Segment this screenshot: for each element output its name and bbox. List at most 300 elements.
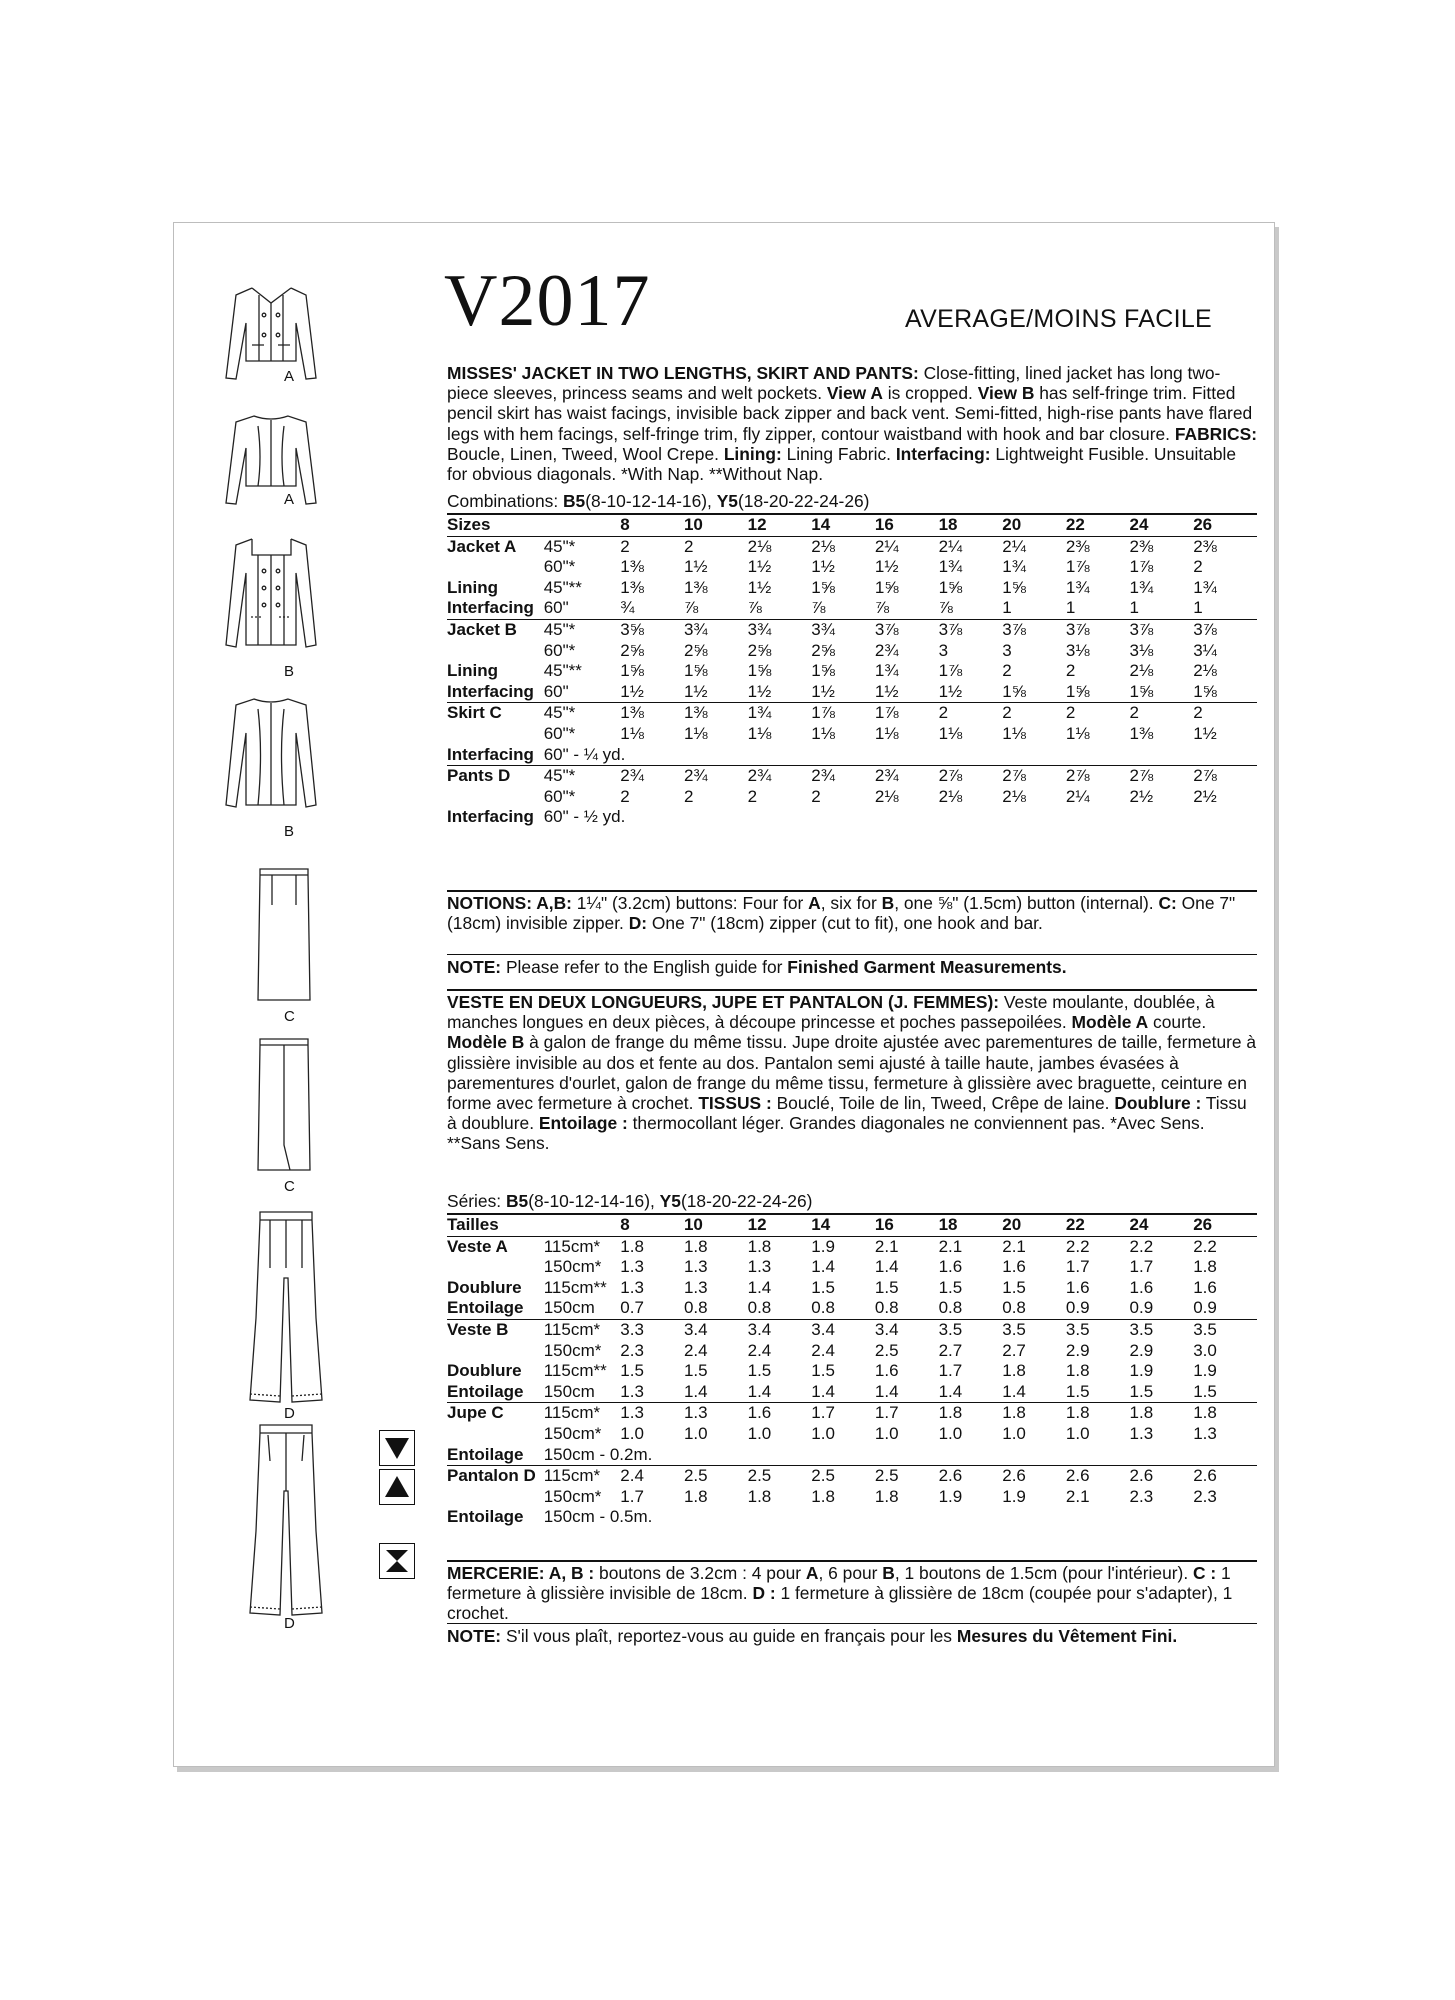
bold-text-run: Interfacing: [895,443,991,464]
table-cell: 2½ [1193,786,1217,806]
table-cell: 1.6 [748,1403,812,1424]
table-cell: 1.0 [747,1423,772,1443]
table-cell: 2 [811,786,821,806]
table-cell: 2 [747,786,758,806]
table-cell: 2½ [1129,786,1154,806]
table-cell: 1⅞ [1129,557,1154,577]
table-cell: 1.8 [1002,1403,1066,1424]
table-cell: ⅞ [938,598,953,618]
table-cell: 1.8 [747,1236,772,1256]
table-cell: 1½ [874,681,899,701]
table-cell: 1.8 [811,1486,835,1506]
table-cell: 2⅝ [811,640,835,660]
table-cell: 1¾ [1129,577,1154,597]
table-cell: 0.9 [1065,1298,1090,1318]
table-cell: 0.8 [938,1298,963,1318]
bold-text-run: NOTE: [447,957,502,977]
table-cell: 2¼ [938,536,963,556]
bold-text-run: Y5 [659,1191,681,1211]
table-cell: 1.9 [1193,1361,1217,1381]
view-label: B [284,823,295,840]
bold-text-run: NOTE: [447,1626,502,1646]
table-row [447,598,1257,619]
table-cell: 1.9 [1002,1486,1026,1506]
table-cell: 1⅝ [683,661,708,681]
table-cell: 2 [1002,703,1066,724]
table-cell: 1.7 [1129,1257,1154,1277]
table-cell: 0.8 [1002,1298,1026,1318]
bold-text-run: B [882,1563,895,1583]
row-label: Interfacing [447,598,534,618]
table-cell: 115cm** [543,1361,607,1381]
jacket-a-back-drawing [214,408,329,510]
table-cell: 45"* [544,703,621,724]
table-cell: 3.5 [939,1319,1003,1340]
table-cell: 2.5 [748,1466,812,1487]
table-cell: 1⅞ [875,703,939,724]
text-run: Lining Fabric. [781,443,896,464]
table-cell: 2 [1193,703,1257,724]
table-cell: 150cm - 0.2m. [543,1444,653,1464]
table-cell: 1½ [683,557,708,577]
table-cell: 2.4 [811,1340,835,1360]
table-cell: 1.8 [1066,1403,1130,1424]
table-cell: 2¼ [1002,536,1026,556]
table-row [447,641,1257,662]
table-cell: 3⅞ [1066,619,1130,640]
row-label: Entoilage [447,1507,524,1527]
table-cell: 2.9 [1065,1340,1090,1360]
table-cell: 2.2 [1193,1236,1217,1256]
text-run: is cropped. [882,383,978,404]
table-cell: 1½ [683,681,708,701]
table-cell: 45"** [543,577,582,597]
table-cell: 2⅞ [939,766,1003,787]
table-cell: 1.6 [1193,1277,1217,1297]
row-label: Pantalon D [447,1466,544,1487]
table-cell: 1.8 [939,1403,1003,1424]
table-cell: 1⅛ [747,723,772,743]
table-row [447,1424,1257,1445]
table-cell: 150cm* [543,1340,602,1360]
table-cell: 2¾ [748,766,812,787]
column-header: 26 [1193,1214,1257,1236]
table-cell: 1.5 [1193,1381,1217,1401]
table-cell: 2.1 [1002,1236,1026,1256]
table-cell: 1.8 [1193,1403,1257,1424]
table-cell: 1⅝ [874,577,899,597]
table-cell: 1.8 [1065,1361,1090,1381]
table-cell: 1.4 [874,1257,899,1277]
hourglass-icon [379,1543,415,1579]
skirt-c-front-drawing [254,865,314,1005]
table-cell: 150cm - 0.5m. [543,1507,653,1527]
table-cell: 3.5 [1002,1319,1066,1340]
row-label: Jacket A [447,536,517,556]
table-cell: 2 [1130,703,1194,724]
column-header: 8 [620,514,684,536]
table-row [447,619,1257,640]
table-cell: 1⅝ [811,661,835,681]
row-label [447,641,544,662]
table-cell: 1.0 [811,1423,835,1443]
column-header: 22 [1066,514,1130,536]
table-cell: 1.0 [620,1423,644,1443]
table-row [447,1341,1257,1362]
table-cell: 2.1 [938,1236,963,1256]
table-cell: 2 [1066,703,1130,724]
table-cell: 1½ [747,681,772,701]
table-cell: 1.0 [1065,1423,1090,1443]
table-cell: 2⅛ [747,536,772,556]
table-cell: 2.5 [811,1466,875,1487]
table-cell: 60"* [543,557,576,577]
table-row [447,703,1257,724]
text-run: Tissu à doublure. [447,1093,1247,1134]
text-run: 1¼" (3.2cm) buttons: Four for [571,893,809,913]
bold-text-run: View A [826,383,883,404]
table-cell: 2.5 [874,1340,899,1360]
text-run: , one ⅝" (1.5cm) button (internal). [894,893,1159,913]
table-cell: 1½ [874,557,899,577]
table-header-row [447,514,1257,536]
table-cell: 45"** [543,661,582,681]
table-cell: 150cm* [543,1423,602,1443]
table-row [447,661,1257,682]
table-cell: 1.6 [1129,1277,1154,1297]
column-header: 8 [620,1214,684,1236]
table-cell: 1.8 [620,1236,644,1256]
table-cell: 45"* [544,766,621,787]
table-cell: 1⅝ [1002,681,1026,701]
table-cell: 2⅞ [1130,766,1194,787]
table-cell: 2¾ [875,766,939,787]
column-header: 24 [1130,1214,1194,1236]
table-cell: 1⅞ [938,661,963,681]
table-cell: 1.0 [938,1423,963,1443]
row-label: Interfacing [447,681,534,701]
text-run: (8-10-12-14-16), [585,491,717,511]
pattern-number: V2017 [444,260,651,342]
french-description [447,992,1257,1154]
table-cell: 1⅝ [1129,681,1154,701]
table-cell: 2 [1193,557,1203,577]
bold-text-run: B [881,893,895,913]
table-cell: 2.4 [747,1340,772,1360]
bold-text-run: View B [977,383,1035,404]
column-header [544,514,621,536]
table-row [447,578,1257,599]
table-cell: 1¾ [938,557,963,577]
table-cell: 1⅛ [938,723,963,743]
text-run: Boucle, Linen, Tweed, Wool Crepe. [447,443,724,464]
table-cell: 45"* [543,536,576,556]
bold-text-run: Mesures du Vêtement Fini. [956,1626,1178,1646]
table-cell: 2¾ [811,766,875,787]
table-cell: 1⅝ [747,661,772,681]
table-cell: 1.4 [874,1381,899,1401]
table-cell: 2 [683,536,694,556]
text-run: Veste moulante, doublée, à manches longues en deux pièces, à découpe princesse et poches passepoilées. [447,992,1215,1033]
table-cell: 1.4 [1002,1381,1026,1401]
text-run: Close-fitting, lined jacket has long two-piece sleeves, princess seams and welt pockets. [447,363,1221,404]
table-cell: 1⅝ [938,577,963,597]
text-run: Séries: [447,1191,506,1211]
table-cell: 1.5 [683,1361,708,1381]
table-cell: 1⅝ [1002,577,1026,597]
table-cell: 2 [620,536,630,556]
row-label [447,1341,544,1362]
divider [447,890,1257,892]
bold-text-run: FABRICS: [1174,423,1257,444]
table-cell: 1¾ [874,661,899,681]
divider [447,954,1257,955]
table-cell: 1.5 [1002,1277,1026,1297]
table-cell: 1.5 [1129,1381,1154,1401]
table-cell: 1½ [747,577,772,597]
table-cell: 2.6 [1130,1466,1194,1487]
table-cell: 3.3 [620,1319,684,1340]
table-cell: 1.8 [747,1486,772,1506]
table-cell: 1.3 [683,1277,708,1297]
table-row [447,1487,1257,1508]
table-cell: ⅞ [683,598,699,618]
table-cell: 1.5 [747,1361,772,1381]
text-run: 1 fermeture à glissière de 18cm (coupée pour s'adapter), 1 crochet. [447,1583,1233,1624]
english-notions [447,893,1257,933]
table-cell: 2⅜ [1193,536,1217,556]
text-run: à galon de frange du même tissu. Jupe droite ajustée avec parementures de taille, fermeture à glissière invisible au dos et fente au dos. Pantalon semi ajusté à taille haute, jambes évasées à parementures d'ourlet, galon de frange du même tissu, fermeture à glissière avec braguette, ceinture en forme avec fermeture à crochet. [447,1032,1257,1114]
table-cell: 1.4 [747,1381,772,1401]
table-cell: 1.3 [684,1403,748,1424]
table-cell: 3¼ [1193,640,1217,660]
bold-text-run: MISSES' JACKET IN TWO LENGTHS, SKIRT AND PANTS: [447,363,919,383]
english-description [447,363,1257,484]
column-header: 12 [748,514,812,536]
bold-text-run: TISSUS : [698,1093,772,1114]
bold-text-run: Modèle A [1071,1012,1149,1033]
table-cell: 3¾ [684,619,748,640]
table-cell: 1¾ [1002,557,1026,577]
bold-text-run: Doublure : [1114,1093,1202,1114]
table-cell: 60" [543,681,569,701]
row-label: Doublure [447,1277,522,1297]
table-cell: 2 [683,786,694,806]
table-cell: 2¾ [620,766,684,787]
row-label: Lining [447,661,498,681]
table-cell: 1.6 [1002,1257,1026,1277]
column-header: 14 [811,1214,875,1236]
table-cell: 0.9 [1193,1298,1217,1318]
table-cell: 2.5 [684,1466,748,1487]
table-cell: 3.5 [1130,1319,1194,1340]
text-run: S'il vous plaît, reportez-vous au guide en français pour les [501,1626,957,1646]
table-cell: 3⅛ [1065,640,1090,660]
table-cell: 3⅞ [875,619,939,640]
table-cell: 2.6 [1066,1466,1130,1487]
table-row [447,766,1257,787]
table-cell: 2¼ [874,536,899,556]
bold-text-run: D: [628,913,648,934]
table-cell: 0.8 [874,1298,899,1318]
table-cell: 1½ [620,681,644,701]
english-note [447,957,1257,977]
table-cell: 1.3 [620,1381,644,1401]
table-cell: 150cm* [543,1486,602,1506]
table-cell: 1¾ [1193,577,1217,597]
row-label: Entoilage [447,1444,524,1464]
table-row [447,1319,1257,1340]
table-cell: 115cm* [544,1466,621,1487]
text-run: 1 fermeture à glissière invisible de 18cm. [447,1563,1231,1604]
table-cell: 2 [1065,661,1076,681]
table-cell: 2⅛ [1129,661,1154,681]
table-cell: 1⅜ [620,577,644,597]
bold-text-run: Finished Garment Measurements. [787,957,1067,977]
bold-text-run: B5 [505,1191,529,1211]
table-cell: 150cm [543,1298,595,1318]
column-header: 12 [748,1214,812,1236]
table-cell: 1.4 [811,1257,835,1277]
table-cell: 3 [938,640,949,660]
table-cell: 2⅜ [1129,536,1154,556]
view-label: C [284,1008,295,1025]
table-cell: 45"* [544,619,621,640]
bold-text-run: Modèle B [447,1032,525,1053]
table-row [447,1298,1257,1319]
table-cell: 3 [1002,640,1012,660]
table-row [447,807,1257,828]
table-cell: 2.6 [1002,1466,1066,1487]
table-cell: 3⅞ [1193,619,1257,640]
bold-text-run: VESTE EN DEUX LONGUEURS, JUPE ET PANTALON (J. FEMMES): [447,992,1000,1012]
table-cell: 2.4 [683,1340,708,1360]
table-cell: 3.4 [811,1319,875,1340]
column-header: 24 [1130,514,1194,536]
table-cell: 2.3 [1129,1486,1154,1506]
table-cell: 3¾ [811,619,875,640]
table-row [447,1403,1257,1424]
table-cell: 1.8 [874,1486,899,1506]
table-cell: 1.6 [874,1361,899,1381]
table-cell: 1½ [938,681,963,701]
column-header: 18 [939,1214,1003,1236]
text-run: One 7" (18cm) zipper (cut to fit), one hook and bar. [647,913,1043,934]
table-cell: 2.7 [938,1340,963,1360]
table-row [447,536,1257,557]
table-cell: 60"* [543,786,576,806]
table-cell: ¾ [620,598,635,618]
table-cell: 2.6 [1193,1466,1257,1487]
table-cell: 1½ [811,681,835,701]
table-cell: 1.7 [811,1403,875,1424]
table-cell: 1.6 [938,1257,963,1277]
view-label: B [284,663,295,680]
table-cell: 1.3 [1193,1423,1217,1443]
bold-text-run: A [808,893,821,913]
bold-text-run: MERCERIE: A, B : [447,1563,595,1583]
table-cell: 1⅛ [1002,723,1026,743]
table-row [447,1257,1257,1278]
jacket-b-back-drawing [214,693,329,818]
table-cell: 2.7 [1002,1340,1026,1360]
table-cell: 2.1 [1065,1486,1090,1506]
table-row [447,724,1257,745]
table-cell: 1.5 [811,1361,835,1381]
table-cell: 2⅞ [1066,766,1130,787]
table-cell: ⅞ [811,598,826,618]
table-cell: 2⅞ [1002,766,1066,787]
row-label: Entoilage [447,1381,524,1401]
french-notions [447,1563,1257,1624]
table-cell: 0.8 [811,1298,835,1318]
pants-d-front-drawing [246,1208,326,1408]
column-header: 22 [1066,1214,1130,1236]
table-cell: 2⅛ [874,786,899,806]
table-cell: 3¾ [748,619,812,640]
view-label: A [284,491,295,508]
table-cell: 1 [1002,598,1012,618]
row-label: Lining [447,577,498,597]
table-row [447,1382,1257,1403]
table-cell: 1⅜ [620,557,644,577]
text-run: Lightweight Fusible. Unsuitable for obvious diagonals. *With Nap. **Without Nap. [447,443,1237,485]
table-cell: 1.7 [620,1486,644,1506]
column-header: 14 [811,514,875,536]
table-cell: 2¾ [874,640,899,660]
row-label: Interfacing [447,807,534,827]
bold-text-run: Lining: [723,443,782,464]
row-label [447,1487,544,1508]
text-run: boutons de 3.2cm : 4 pour [594,1563,806,1583]
row-label: Jupe C [447,1403,544,1424]
text-run: One 7" (18cm) invisible zipper. [447,893,1236,934]
column-header: 16 [875,514,939,536]
text-run: Please refer to the English guide for [501,957,788,977]
column-header: 16 [875,1214,939,1236]
text-run: courte. [1148,1012,1207,1033]
table-cell: 2¼ [1065,786,1090,806]
text-run: , six for [820,893,882,913]
table-row [447,1507,1257,1528]
column-header: Tailles [447,1214,544,1236]
row-label [447,1257,544,1278]
table-header-row [447,1214,1257,1236]
table-cell: 1.5 [874,1277,899,1297]
table-cell: 3.4 [684,1319,748,1340]
table-cell: 3.4 [875,1319,939,1340]
row-label [447,724,544,745]
table-cell: 1.9 [811,1236,835,1256]
table-cell: 150cm [543,1381,595,1401]
table-cell: 1.0 [874,1423,899,1443]
table-cell: 1.5 [811,1277,835,1297]
table-cell: 3.5 [1193,1319,1257,1340]
table-cell: 1.3 [747,1257,772,1277]
column-header: 18 [939,514,1003,536]
pants-d-back-drawing [246,1421,326,1621]
table-cell: 3⅝ [620,619,684,640]
skirt-c-back-drawing [254,1035,314,1175]
table-cell: 1.3 [620,1277,644,1297]
column-header: 10 [684,514,748,536]
table-cell: 1.8 [683,1486,708,1506]
table-cell: 2.1 [874,1236,899,1256]
table-cell: 2.2 [1065,1236,1090,1256]
table-cell: 1⅛ [620,723,644,743]
table-row [447,1236,1257,1257]
table-cell: 1.5 [938,1277,963,1297]
